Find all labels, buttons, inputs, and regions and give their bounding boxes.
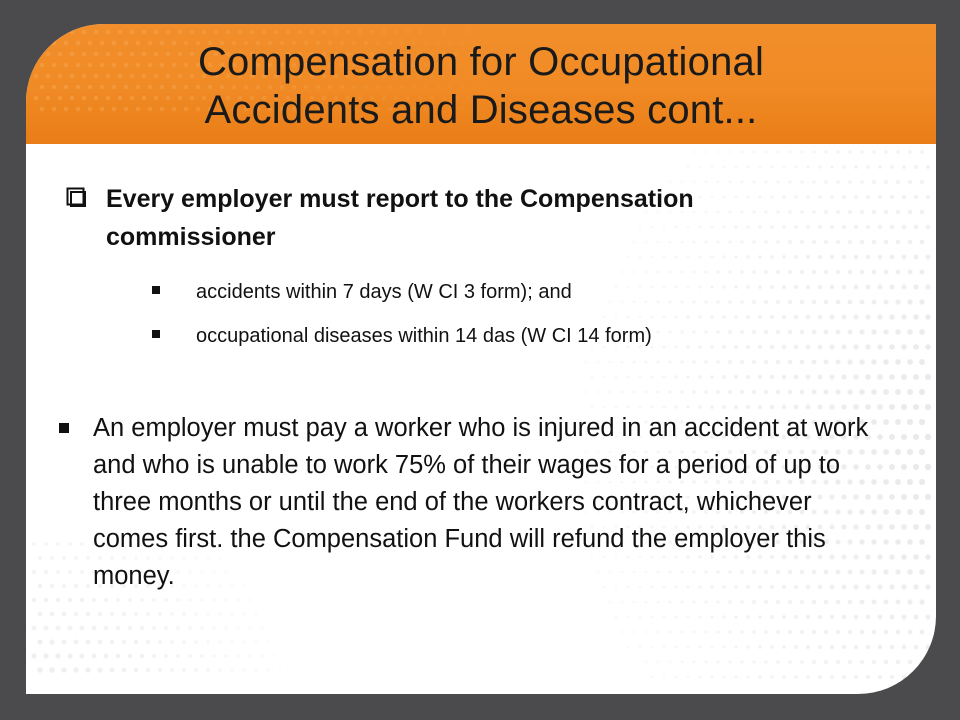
sub-bullet-accidents — [196, 276, 876, 308]
sub-bullet-text: accidents within 7 days (W CI 3 form); and — [196, 281, 572, 303]
heading-bullet — [106, 180, 866, 256]
square-bullet-icon — [152, 286, 160, 294]
title-line-2: Accidents and Diseases cont... — [204, 88, 758, 132]
slide-card — [26, 24, 936, 694]
slide-content — [26, 24, 936, 694]
title-line-1: Compensation for Occupational — [197, 40, 765, 84]
sub-bullet-diseases — [196, 320, 876, 352]
square-bullet-icon — [59, 423, 69, 433]
square-bullet-icon — [152, 330, 160, 338]
sub-bullet-text: occupational diseases within 14 das (W CI 14 form) — [196, 325, 652, 347]
heading-bullet-text: Every employer must report to the Compensation commissioner — [106, 185, 694, 251]
body-bullet — [93, 410, 893, 595]
checkbox-square-icon — [66, 187, 86, 207]
body-bullet-text: An employer must pay a worker who is injured in an accident at work and who is unable to work 75% of their wages for a period of up to three months or until the end of the workers contract, whichever comes first. the Compensation Fund will refund the employer this money. — [93, 414, 869, 590]
page-number: 20 — [901, 678, 914, 690]
